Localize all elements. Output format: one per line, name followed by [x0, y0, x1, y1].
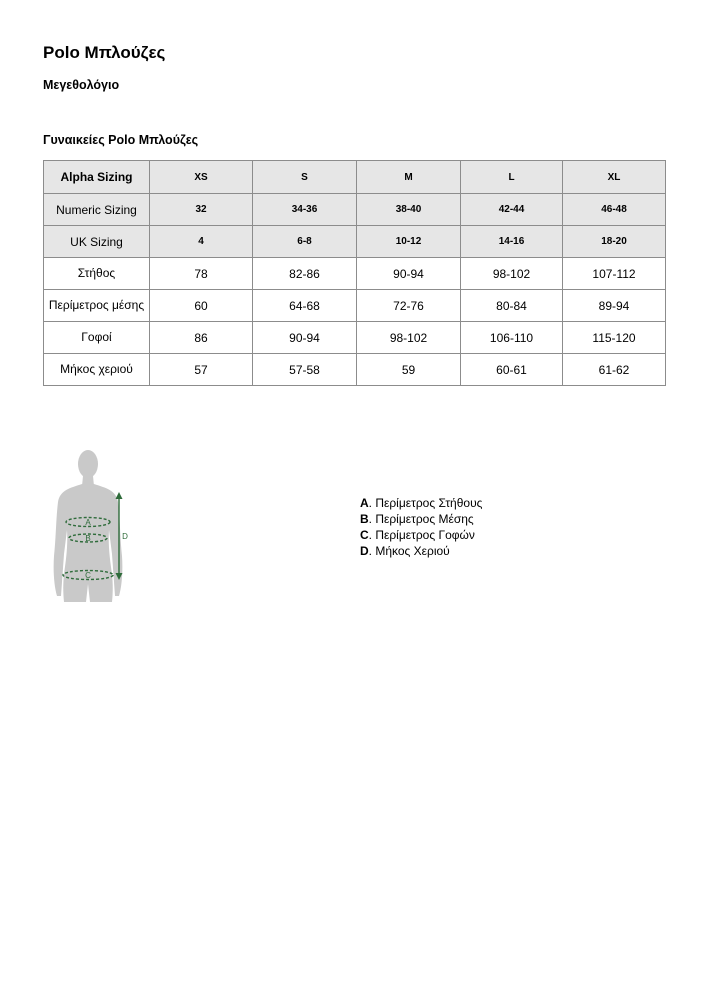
legend-item: [360, 511, 482, 527]
table-cell: 10-12: [357, 226, 461, 258]
table-cell: 32: [150, 194, 253, 226]
table-cell: 14-16: [461, 226, 563, 258]
table-cell: 89-94: [563, 290, 666, 322]
table-cell: 82-86: [253, 258, 357, 290]
page-title: Polo Μπλούζες: [43, 43, 166, 62]
table-cell: 4: [150, 226, 253, 258]
legend-item: [360, 543, 482, 559]
row-label: Στήθος: [44, 258, 150, 290]
table-cell: 107-112: [563, 258, 666, 290]
row-label: Γοφοί: [44, 322, 150, 354]
table-cell: 6-8: [253, 226, 357, 258]
legend-letter: C: [360, 528, 369, 542]
table-cell: XL: [563, 161, 666, 194]
row-label: Μήκος χεριού: [44, 354, 150, 386]
table-cell: 61-62: [563, 354, 666, 386]
legend-text: . Περίμετρος Μέσης: [368, 512, 474, 526]
legend-text: . Περίμετρος Γοφών: [368, 528, 475, 542]
legend-item: [360, 527, 482, 543]
legend-letter: B: [360, 512, 369, 526]
table-row-alpha-sizing: [44, 161, 666, 194]
measurement-figure: [48, 446, 138, 606]
table-cell: 64-68: [253, 290, 357, 322]
table-row-chest: [44, 258, 666, 290]
table-row-hips: [44, 322, 666, 354]
table-cell: 86: [150, 322, 253, 354]
page-subtitle: Μεγεθολόγιο: [43, 78, 120, 92]
legend-letter: A: [360, 496, 369, 510]
table-row-numeric-sizing: [44, 194, 666, 226]
table-row-waist: [44, 290, 666, 322]
marker-a: A: [85, 518, 91, 527]
body-silhouette-icon: [48, 446, 138, 606]
table-cell: L: [461, 161, 563, 194]
table-cell: 90-94: [253, 322, 357, 354]
marker-d: D: [122, 532, 128, 541]
marker-b: B: [85, 534, 91, 543]
table-cell: 59: [357, 354, 461, 386]
row-label: Numeric Sizing: [44, 194, 150, 226]
legend-text: . Περίμετρος Στήθους: [368, 496, 483, 510]
table-cell: 98-102: [461, 258, 563, 290]
table-cell: 90-94: [357, 258, 461, 290]
row-label: Alpha Sizing: [44, 161, 150, 194]
marker-c: C: [85, 571, 91, 580]
row-label: Περίμετρος μέσης: [44, 290, 150, 322]
table-cell: 57: [150, 354, 253, 386]
table-cell: M: [357, 161, 461, 194]
table-cell: 72-76: [357, 290, 461, 322]
table-cell: XS: [150, 161, 253, 194]
table-row-sleeve-length: [44, 354, 666, 386]
table-cell: 46-48: [563, 194, 666, 226]
section-title: Γυναικείες Polo Μπλούζες: [43, 133, 199, 147]
size-chart-table: [43, 160, 666, 386]
table-cell: 78: [150, 258, 253, 290]
table-cell: 38-40: [357, 194, 461, 226]
table-cell: 60: [150, 290, 253, 322]
table-cell: 60-61: [461, 354, 563, 386]
row-label: UK Sizing: [44, 226, 150, 258]
table-cell: 57-58: [253, 354, 357, 386]
table-cell: 98-102: [357, 322, 461, 354]
legend-text: . Μήκος Χεριού: [368, 544, 450, 558]
legend-item: [360, 495, 482, 511]
table-cell: 80-84: [461, 290, 563, 322]
table-cell: 18-20: [563, 226, 666, 258]
table-cell: 115-120: [563, 322, 666, 354]
table-cell: 34-36: [253, 194, 357, 226]
table-row-uk-sizing: [44, 226, 666, 258]
legend-letter: D: [360, 544, 369, 558]
measurement-legend: [360, 495, 482, 559]
table-cell: S: [253, 161, 357, 194]
table-cell: 106-110: [461, 322, 563, 354]
table-cell: 42-44: [461, 194, 563, 226]
